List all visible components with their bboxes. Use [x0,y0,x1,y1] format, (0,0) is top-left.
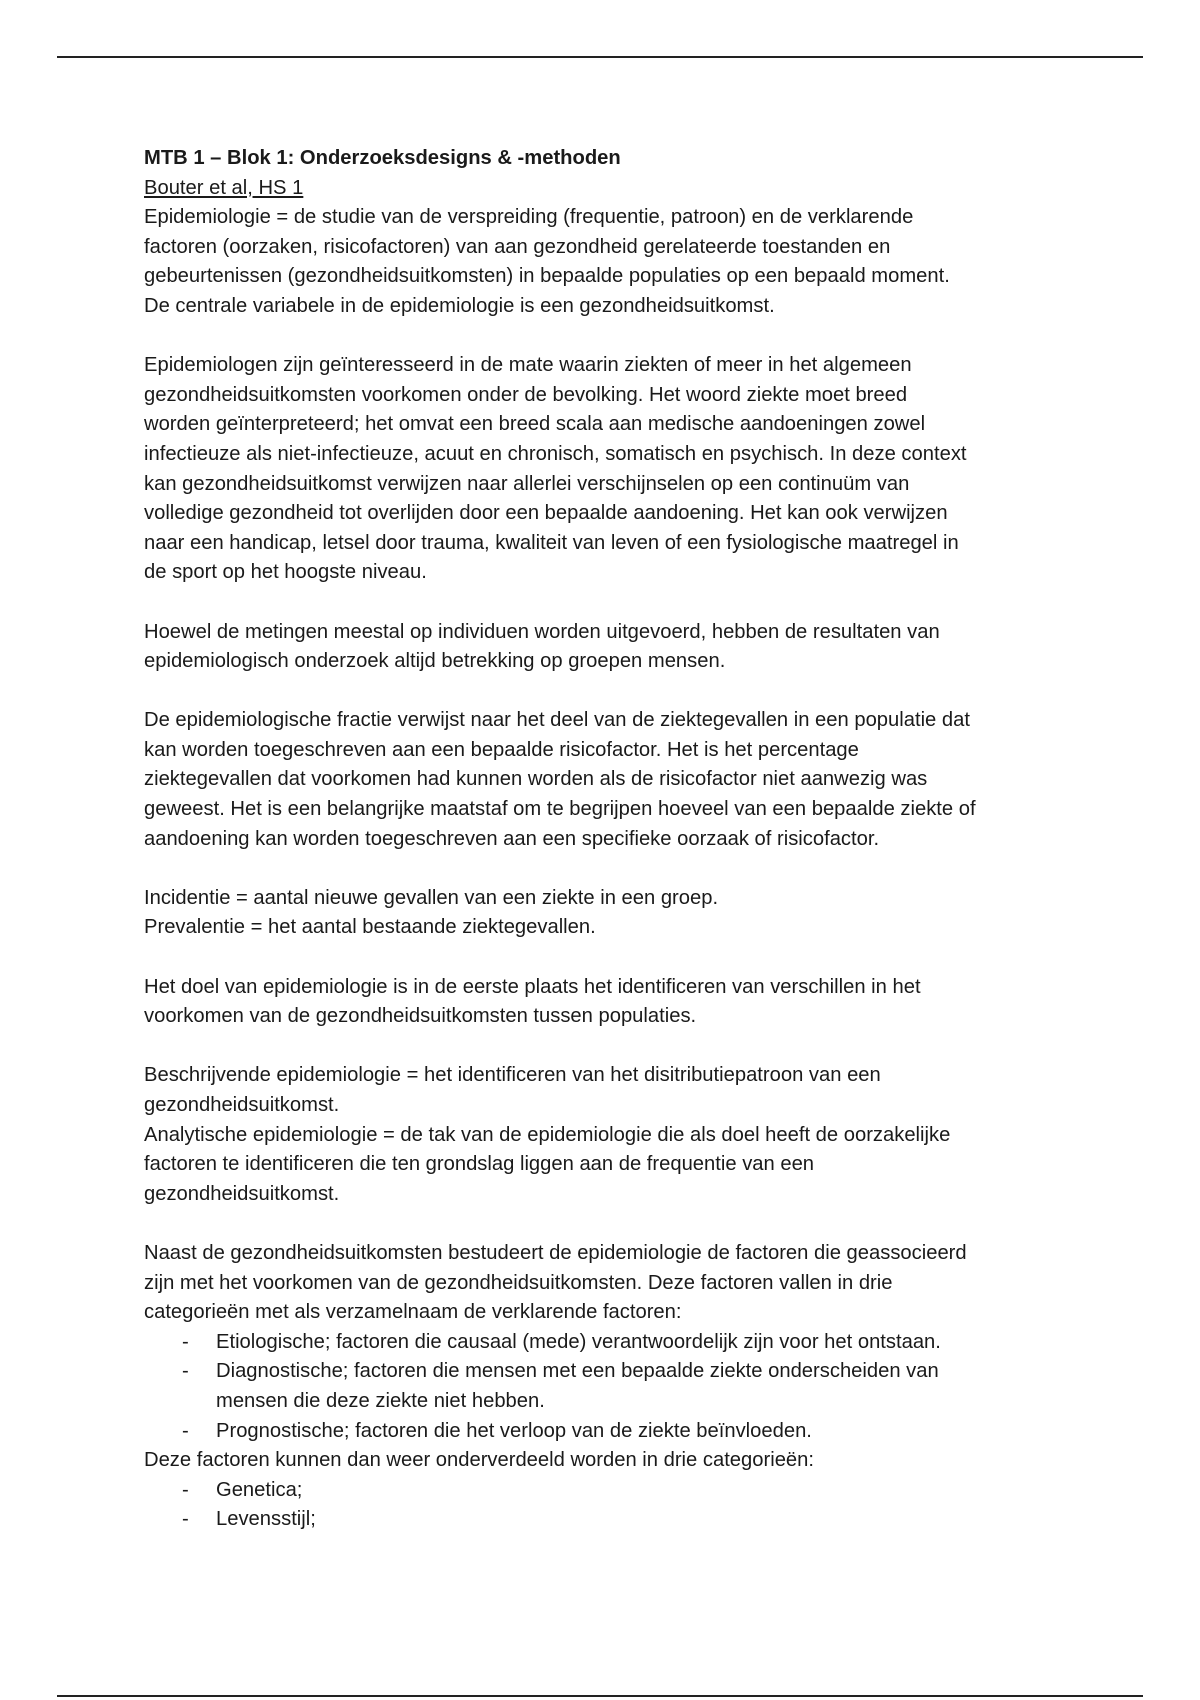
text-line: geweest. Het is een belangrijke maatstaf om te begrijpen hoeveel van een bepaalde ziekte of [144,798,976,821]
text-line: kan gezondheidsuitkomst verwijzen naar allerlei verschijnselen op een continuüm van [144,472,910,495]
document-subtitle: Bouter et al, HS 1 [144,176,304,199]
text-line: aandoening kan worden toegeschreven aan een specifieke oorzaak of risicofactor. [144,827,880,850]
header-rule [57,56,1143,58]
text-line: Analytische epidemiologie = de tak van de epidemiologie die als doel heeft de oorzakelijke [144,1123,951,1146]
text-line: Prevalentie = het aantal bestaande ziektegevallen. [144,916,596,939]
text-line: volledige gezondheid tot overlijden door een bepaalde aandoening. Het kan ook verwijzen [144,502,948,525]
text-line: voorkomen van de gezondheidsuitkomsten tussen populaties. [144,1005,697,1028]
paragraph-epidemiologen [144,351,1084,588]
paragraph-doel [144,973,1084,1032]
text-line: Deze factoren kunnen dan weer onderverdeeld worden in drie categorieën: [144,1449,814,1472]
text-line: factoren (oorzaken, risicofactoren) van aan gezondheid gerelateerde toestanden en [144,235,891,258]
bullet-dash: - [182,1419,189,1442]
factor-list [144,1328,1084,1446]
text-line: zijn met het voorkomen van de gezondheidsuitkomsten. Deze factoren vallen in drie [144,1271,893,1294]
list-item [144,1476,1084,1506]
text-line: De centrale variabele in de epidemiologie is een gezondheidsuitkomst. [144,294,775,317]
text-line: gezondheidsuitkomsten voorkomen onder de bevolking. Het woord ziekte moet breed [144,383,908,406]
list-item-text: Diagnostische; factoren die mensen met een bepaalde ziekte onderscheiden van [216,1360,939,1383]
text-line: Epidemiologen zijn geïnteresseerd in de mate waarin ziekten of meer in het algemeen [144,354,912,377]
list-item-text: Prognostische; factoren die het verloop van de ziekte beïnvloeden. [216,1419,812,1442]
bullet-dash: - [182,1478,189,1501]
paragraph-epidemiologie [144,203,1084,321]
bullet-dash: - [182,1508,189,1531]
bullet-dash: - [182,1360,189,1383]
text-line: ziektegevallen dat voorkomen had kunnen worden als de risicofactor niet aanwezig was [144,768,928,791]
bullet-dash: - [182,1330,189,1353]
paragraph-incidentie-prevalentie [144,884,1084,943]
text-line: factoren te identificeren die ten grondslag liggen aan de frequentie van een [144,1153,815,1176]
text-line: Hoewel de metingen meestal op individuen worden uitgevoerd, hebben de resultaten van [144,620,940,643]
text-line: infectieuze als niet-infectieuze, acuut en chronisch, somatisch en psychisch. In deze context [144,442,967,465]
category-list [144,1476,1084,1535]
list-item-text: mensen die deze ziekte niet hebben. [216,1389,545,1412]
list-item [144,1505,1084,1535]
document-title: MTB 1 – Blok 1: Onderzoeksdesigns & -methoden [144,147,621,169]
paragraph-metingen [144,618,1084,677]
list-item-continuation [144,1387,1084,1417]
text-line: naar een handicap, letsel door trauma, kwaliteit van leven of een fysiologische maatregel in [144,531,959,554]
text-line: gebeurtenissen (gezondheidsuitkomsten) in bepaalde populaties op een bepaald moment. [144,265,950,288]
list-item [144,1328,1084,1358]
text-line: De epidemiologische fractie verwijst naar het deel van de ziektegevallen in een populatie dat [144,709,970,732]
footer-rule [57,1695,1143,1697]
list-item-text: Genetica; [216,1478,303,1501]
document-body [144,144,1084,1535]
text-line: gezondheidsuitkomst. [144,1182,340,1205]
text-line: Beschrijvende epidemiologie = het identificeren van het disitributiepatroon van een [144,1064,881,1087]
list-item [144,1417,1084,1447]
paragraph-epidemiologische-fractie [144,706,1084,854]
text-line: gezondheidsuitkomst. [144,1094,340,1116]
paragraph-beschrijvend-analytisch [144,1061,1084,1209]
text-line: Incidentie = aantal nieuwe gevallen van een ziekte in een groep. [144,886,719,909]
text-line: worden geïnterpreteerd; het omvat een breed scala aan medische aandoeningen zowel [144,413,926,436]
text-line: de sport op het hoogste niveau. [144,561,427,584]
list-item-text: Levensstijl; [216,1508,316,1531]
list-item [144,1357,1084,1387]
text-line: Naast de gezondheidsuitkomsten bestudeert de epidemiologie de factoren die geassocieerd [144,1241,967,1264]
text-line: Het doel van epidemiologie is in de eerste plaats het identificeren van verschillen in het [144,975,921,998]
text-line: Epidemiologie = de studie van de verspreiding (frequentie, patroon) en de verklarende [144,206,914,229]
text-line: kan worden toegeschreven aan een bepaalde risicofactor. Het is het percentage [144,738,859,761]
list-item-text: Etiologische; factoren die causaal (mede) verantwoordelijk zijn voor het ontstaan. [216,1330,941,1353]
text-line: epidemiologisch onderzoek altijd betrekking op groepen mensen. [144,650,726,673]
paragraph-verklarende-factoren [144,1239,1084,1328]
text-line: categorieën met als verzamelnaam de verklarende factoren: [144,1301,682,1324]
